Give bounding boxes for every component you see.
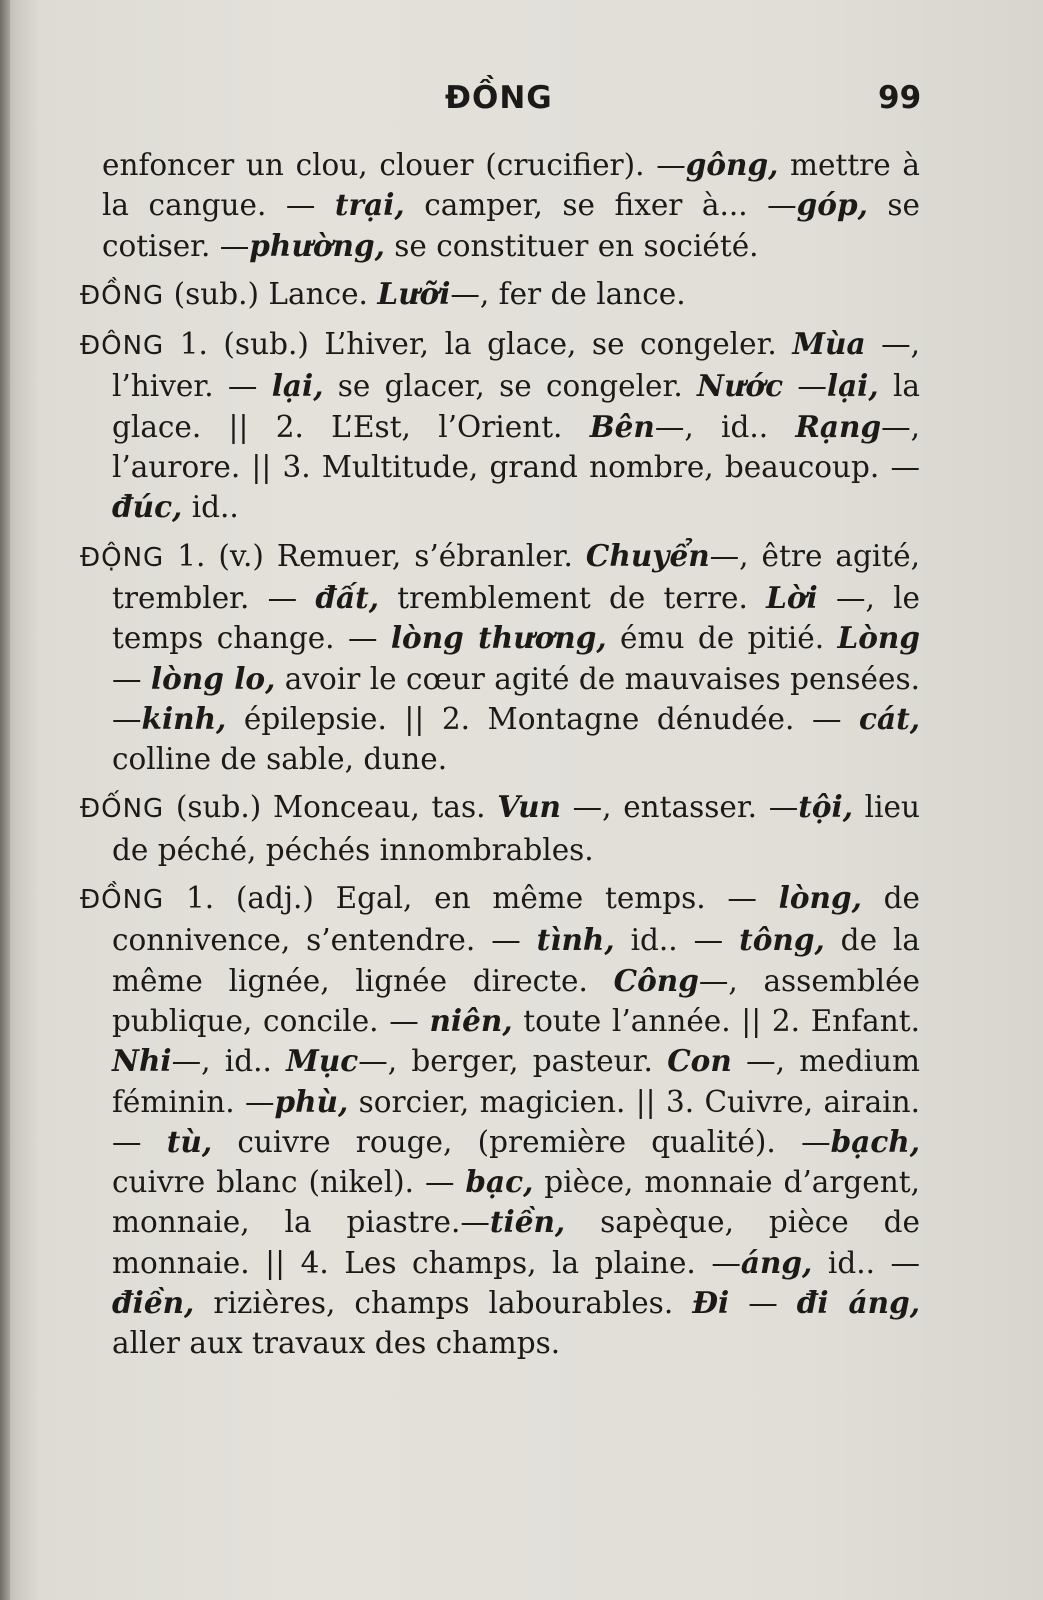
definition-text: ému de pitié. (606, 621, 838, 656)
definition-text: —, berger, pasteur. (358, 1044, 668, 1079)
definition-text: 1. (adj.) Egal, en même temps. — (185, 881, 779, 916)
vietnamese-term: trại, (334, 187, 405, 223)
definition-text: id.. — (614, 923, 740, 958)
definition-text: cuivre rouge, (première qualité). — (212, 1124, 831, 1159)
definition-text: camper, se fixer à... — (404, 188, 797, 223)
definition-text: (sub.) Lance. (173, 276, 378, 311)
definition-text: id.. — (812, 1245, 921, 1280)
page-number: 99 (878, 80, 922, 116)
vietnamese-term: góp, (796, 187, 868, 223)
vietnamese-term: Lời (766, 579, 818, 615)
definition-text: —, id.. (654, 409, 796, 444)
vietnamese-term: đi áng, (796, 1285, 920, 1321)
vietnamese-term: Rạng (795, 408, 882, 444)
definition-text: colline de sable, dune. (112, 742, 448, 777)
definition-text: —, l’aurore. || 3. Multitude, grand nombre, beaucoup. — (112, 409, 920, 485)
dictionary-text (80, 145, 920, 1372)
vietnamese-term: lòng, (778, 880, 862, 916)
definition-text: mettre à la cangue. — (102, 148, 921, 223)
vietnamese-term: Nhi (112, 1043, 172, 1079)
book-spine-shadow (0, 0, 10, 1600)
vietnamese-term: Mùa (792, 326, 866, 362)
vietnamese-term: niên, (429, 1002, 513, 1038)
vietnamese-term: Lòng (837, 620, 920, 656)
vietnamese-term: tình, (536, 922, 615, 958)
definition-text: toute l’année. || 2. Enfant. (512, 1003, 920, 1038)
definition-text: — (112, 661, 151, 696)
vietnamese-term: bạch, (830, 1123, 920, 1159)
entry-headword: ĐỘNG (80, 542, 165, 573)
definition-text: sorcier, magicien. || 3. Cuivre, airain. — (112, 1084, 920, 1159)
vietnamese-term: lòng thương, (390, 620, 607, 656)
vietnamese-term: Vun (497, 789, 562, 825)
vietnamese-term: Công (613, 962, 699, 998)
vietnamese-term: Đi (692, 1285, 730, 1321)
vietnamese-term: gông, (685, 147, 779, 182)
definition-text: — (729, 1286, 797, 1321)
vietnamese-term: áng, (740, 1244, 813, 1280)
definition-text: rizières, champs labourables. (194, 1286, 693, 1321)
definition-text: (sub.) Monceau, tas. (175, 790, 498, 825)
dictionary-entry (80, 878, 920, 1364)
vietnamese-term: phù, (274, 1083, 349, 1119)
vietnamese-term: Lưỡi (377, 275, 451, 311)
definition-text: de la même lignée, lignée directe. (112, 923, 920, 998)
definition-text: enfoncer un clou, clouer (crucifier). — (102, 148, 686, 182)
definition-text: se cotiser. — (102, 188, 920, 263)
definition-text: — (783, 369, 827, 404)
vietnamese-term: cát, (859, 700, 920, 736)
definition-text: —, être agité, trembler. — (112, 538, 920, 615)
definition-text: —, l’hiver. — (112, 327, 920, 404)
vietnamese-term: lại, (271, 368, 324, 404)
definition-text: lieu de péché, péchés innombrables. (112, 790, 920, 867)
vietnamese-term: tù, (166, 1123, 213, 1159)
dictionary-entry (80, 274, 920, 316)
vietnamese-term: lại, (826, 368, 879, 404)
vietnamese-term: phường, (249, 227, 385, 263)
dictionary-entry (80, 787, 920, 870)
definition-text: épilepsie. || 2. Montagne dénudée. — (226, 701, 860, 736)
definition-text: sapèque, pièce de monnaie. || 4. Les champs, la plaine. — (112, 1205, 920, 1280)
definition-text: id.. (182, 490, 239, 525)
entry-headword: ĐỐNG (80, 794, 165, 825)
definition-text: avoir le cœur agité de mauvaises pensées. — (112, 661, 920, 736)
dictionary-entry (80, 324, 920, 527)
vietnamese-term: tội, (798, 789, 853, 825)
dictionary-entry (80, 536, 920, 780)
definition-text: de connivence, s’entendre. — (112, 881, 920, 958)
entry-continuation (80, 145, 920, 266)
vietnamese-term: kinh, (141, 700, 227, 736)
vietnamese-term: Bên (589, 408, 655, 444)
vietnamese-term: đúc, (112, 489, 183, 525)
entry-headword: ĐÔNG (80, 331, 165, 362)
vietnamese-term: Nước (697, 368, 784, 404)
entry-headword: ĐỒNG (80, 280, 165, 311)
definition-text: —, assemblée publique, concile. — (112, 963, 920, 1038)
page-header (0, 80, 1043, 124)
definition-text: —, le temps change. — (112, 580, 920, 656)
vietnamese-term: tông, (739, 922, 825, 958)
definition-text: —, id.. (171, 1044, 287, 1079)
entry-headword: ĐỒNG (80, 885, 165, 916)
definition-text: se constituer en société. (384, 228, 759, 263)
vietnamese-term: Mục (286, 1043, 359, 1079)
definition-text: —, entasser. — (561, 790, 799, 825)
vietnamese-term: bạc, (465, 1164, 534, 1200)
definition-text: se glacer, se congeler. (323, 369, 697, 404)
definition-text: 1. (sub.) L’hiver, la glace, se congeler. (179, 327, 793, 362)
definition-text: tremblement de terre. (379, 580, 767, 615)
vietnamese-term: đất, (315, 579, 380, 615)
definition-text: —, medium féminin. — (112, 1044, 920, 1119)
running-head: ĐỒNG (445, 80, 553, 116)
vietnamese-term: Chuyển (585, 537, 710, 573)
definition-text: 1. (v.) Remuer, s’ébranler. (177, 538, 586, 573)
definition-text: cuivre blanc (nikel). — (112, 1165, 466, 1200)
vietnamese-term: tiền, (489, 1204, 566, 1240)
vietnamese-term: lòng lo, (150, 660, 276, 696)
vietnamese-term: điền, (112, 1285, 195, 1321)
definition-text: pièce, monnaie d’argent, monnaie, la piastre.— (112, 1165, 920, 1240)
definition-text: aller aux travaux des champs. (112, 1326, 561, 1361)
definition-text: —, fer de lance. (450, 276, 686, 311)
vietnamese-term: Con (667, 1043, 732, 1079)
definition-text: la glace. || 2. L’Est, l’Orient. (112, 369, 920, 444)
